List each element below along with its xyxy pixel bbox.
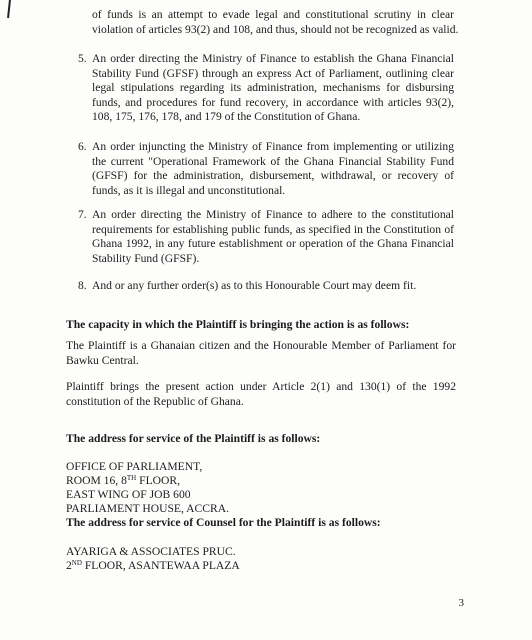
continuation-paragraph: [92, 8, 459, 37]
text-line: the current "Operational Framework of the Ghana Financial Stability Fund: [92, 154, 454, 168]
text-line: The Plaintiff is a Ghanaian citizen and the Honourable Member of Parliament for: [66, 339, 456, 352]
address-heading: The address for service of the Plaintiff is as follows:: [66, 432, 321, 445]
item-number: 8.: [78, 279, 87, 292]
address-line: AYARIGA & ASSOCIATES PRUC.: [66, 545, 236, 558]
address-line: 2ND FLOOR, ASANTEWAA PLAZA: [66, 559, 240, 572]
order-item-8: [92, 279, 454, 294]
item-number: 7.: [78, 208, 87, 221]
address-line: ROOM 16, 8TH FLOOR,: [66, 474, 181, 487]
text-line: funds, and procedures for fund recovery, in accordance with articles 93(2),: [92, 95, 454, 109]
text-line: Stability Fund (GFSF).: [92, 251, 200, 265]
text-line: And or any further order(s) as to this Honourable Court may deem fit.: [92, 279, 417, 292]
counsel-address: [66, 545, 240, 573]
text-line: requirements for establishing public funds, as specified in the Constitution of: [92, 222, 454, 236]
text-line: An order directing the Ministry of Finance to adhere to the constitutional: [92, 208, 454, 221]
text-line: funds, as it is illegal and unconstitutional.: [92, 183, 286, 197]
capacity-paragraph: [66, 339, 456, 368]
margin-mark: [7, 0, 11, 18]
text-line: legal stipulations regarding its administration, mechanisms for disbursing: [92, 81, 454, 95]
address-line: EAST WING OF JOB 600: [66, 488, 191, 501]
text-line: (GFSF) for the administration, disbursement, withdrawal, or recovery of: [92, 169, 454, 183]
text-line: Stability Fund (GFSF) through an express Act of Parliament, outlining clear: [92, 66, 454, 80]
text-line: An order injuncting the Ministry of Finance from implementing or utilizing: [92, 140, 454, 153]
order-item-5: [92, 52, 454, 125]
item-number: 5.: [78, 52, 87, 65]
plaintiff-address: [66, 460, 229, 516]
text-line: of funds is an attempt to evade legal and constitutional scrutiny in clear: [92, 8, 454, 21]
text-line: Ghana 1992, in any future establishment or operation of the Ghana Financial: [92, 237, 454, 251]
text-line: An order directing the Ministry of Finance to establish the Ghana Financial: [92, 52, 454, 65]
address-line: OFFICE OF PARLIAMENT,: [66, 460, 203, 473]
text-line: constitution of the Republic of Ghana.: [66, 394, 244, 408]
counsel-address-heading: The address for service of Counsel for the Plaintiff is as follows:: [66, 516, 381, 529]
page-number: 3: [458, 597, 464, 609]
article-paragraph: [66, 380, 456, 409]
address-line: PARLIAMENT HOUSE, ACCRA.: [66, 502, 229, 515]
text-line: violation of articles 93(2) and 108, and thus, should not be recognized as valid.: [92, 22, 459, 36]
text-line: Plaintiff brings the present action under Article 2(1) and 130(1) of the 1992: [66, 380, 456, 393]
text-line: 108, 175, 176, 178, and 179 of the Constitution of Ghana.: [92, 110, 361, 124]
order-item-6: [92, 140, 454, 198]
capacity-heading: The capacity in which the Plaintiff is bringing the action is as follows:: [66, 318, 410, 331]
text-line: Bawku Central.: [66, 353, 139, 367]
item-number: 6.: [78, 140, 87, 153]
order-item-7: [92, 208, 454, 266]
